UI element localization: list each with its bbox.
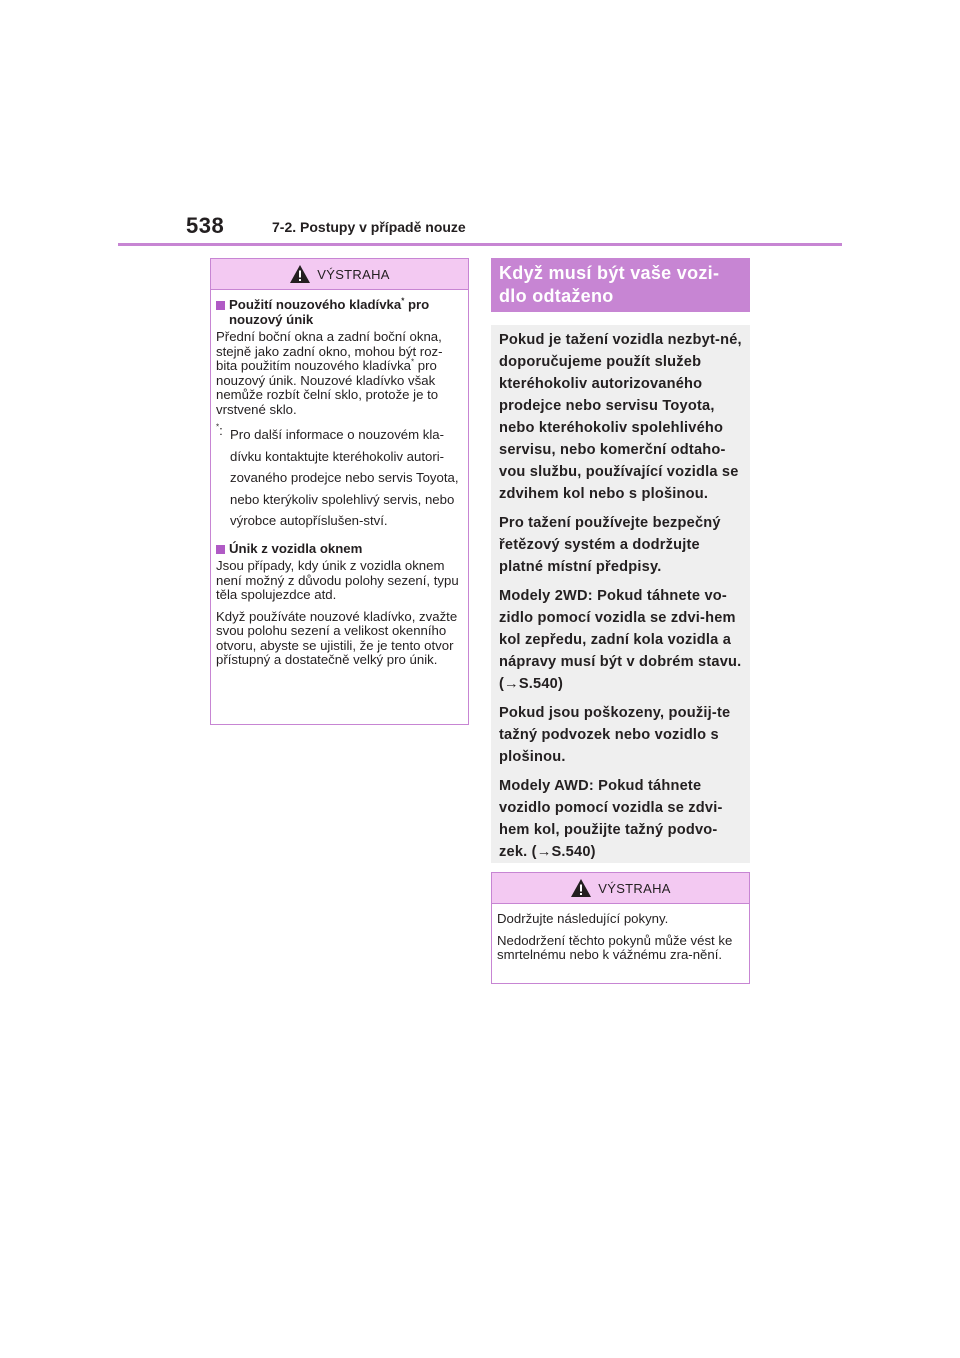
- warning-triangle-icon: [570, 878, 592, 898]
- warning-label: VÝSTRAHA: [317, 266, 390, 282]
- warning-paragraph: Přední boční okna a zadní boční okna, stejně jako zadní okno, mohou být roz-bita použitím nouzového kladívka* pro nouzový únik. Nouzové kladívko však nemůže rozbít čelní sklo, protože je to vrstvené sklo.: [216, 329, 443, 417]
- section-title: 7-2. Postupy v případě nouze: [272, 219, 466, 235]
- info-paragraph: Pokud je tažení vozidla nezbyt-né, doporučujeme použít služeb kteréhokoliv autorizovaného prodejce nebo servisu Toyota, nebo kteréhokoliv spolehlivého servisu, nebo komerční odtaho-vou službu, používající vozidla se zdvihem kol nebo s plošinou.: [499, 332, 742, 502]
- warning-paragraph: Nedodržení těchto pokynů může vést ke smrtelnému nebo k vážnému zra-nění.: [497, 932, 733, 962]
- bullet-square-icon: [216, 301, 225, 310]
- warning-body: [492, 904, 749, 976]
- warning-label: VÝSTRAHA: [598, 880, 671, 896]
- warning-heading-hammer: Použití nouzového kladívka* pro nouzový únik: [216, 298, 463, 327]
- warning-header: [211, 259, 468, 290]
- warning-box-towing: [491, 872, 750, 984]
- warning-paragraph: Dodržujte následující pokyny.: [497, 911, 669, 926]
- warning-triangle-icon: [289, 264, 311, 284]
- info-paragraph: Modely 2WD: Pokud táhnete vo-zidlo pomocí vozidla se zdvi-hem kol zepředu, zadní kola vozidla a nápravy musí být v dobrém stavu. (→S.540): [499, 588, 742, 692]
- footnote: *: Pro další informace o nouzovém kla-dívku kontaktujte kteréhokoliv autori-zovaného prodejce nebo servis Toyota, nebo kterýkoliv spolehlivý servis, nebo výrobce autopříslušen-ství.: [216, 422, 459, 528]
- warning-box-emergency-hammer: [210, 258, 469, 725]
- header-rule: [118, 243, 842, 246]
- info-paragraph: Modely AWD: Pokud táhnete vozidlo pomocí vozidla se zdvi-hem kol, použijte tažný podvo-zek. (→S.540): [499, 778, 723, 860]
- warning-header: [492, 873, 749, 904]
- towing-info-box: [491, 325, 750, 863]
- bullet-square-icon: [216, 545, 225, 554]
- towing-section-title: Když musí být vaše vozi-dlo odtaženo: [491, 258, 750, 312]
- warning-paragraph: Když používáte nouzové kladívko, zvažte svou polohu sezení a velikost okenního otvoru, abyste se ujistili, že je tento otvor přístupný a dostatečně velký pro únik.: [216, 608, 458, 667]
- warning-heading-window-escape: Únik z vozidla oknem: [216, 542, 463, 557]
- warning-body: [211, 290, 468, 681]
- warning-paragraph: Jsou případy, kdy únik z vozidla oknem není možný z důvodu polohy sezení, typu těla spolujezdce atd.: [216, 558, 459, 602]
- info-paragraph: Pro tažení používejte bezpečný řetězový systém a dodržujte platné místní předpisy.: [499, 515, 721, 575]
- info-paragraph: Pokud jsou poškozeny, použij-te tažný podvozek nebo vozidlo s plošinou.: [499, 705, 731, 765]
- page-number: 538: [186, 213, 225, 238]
